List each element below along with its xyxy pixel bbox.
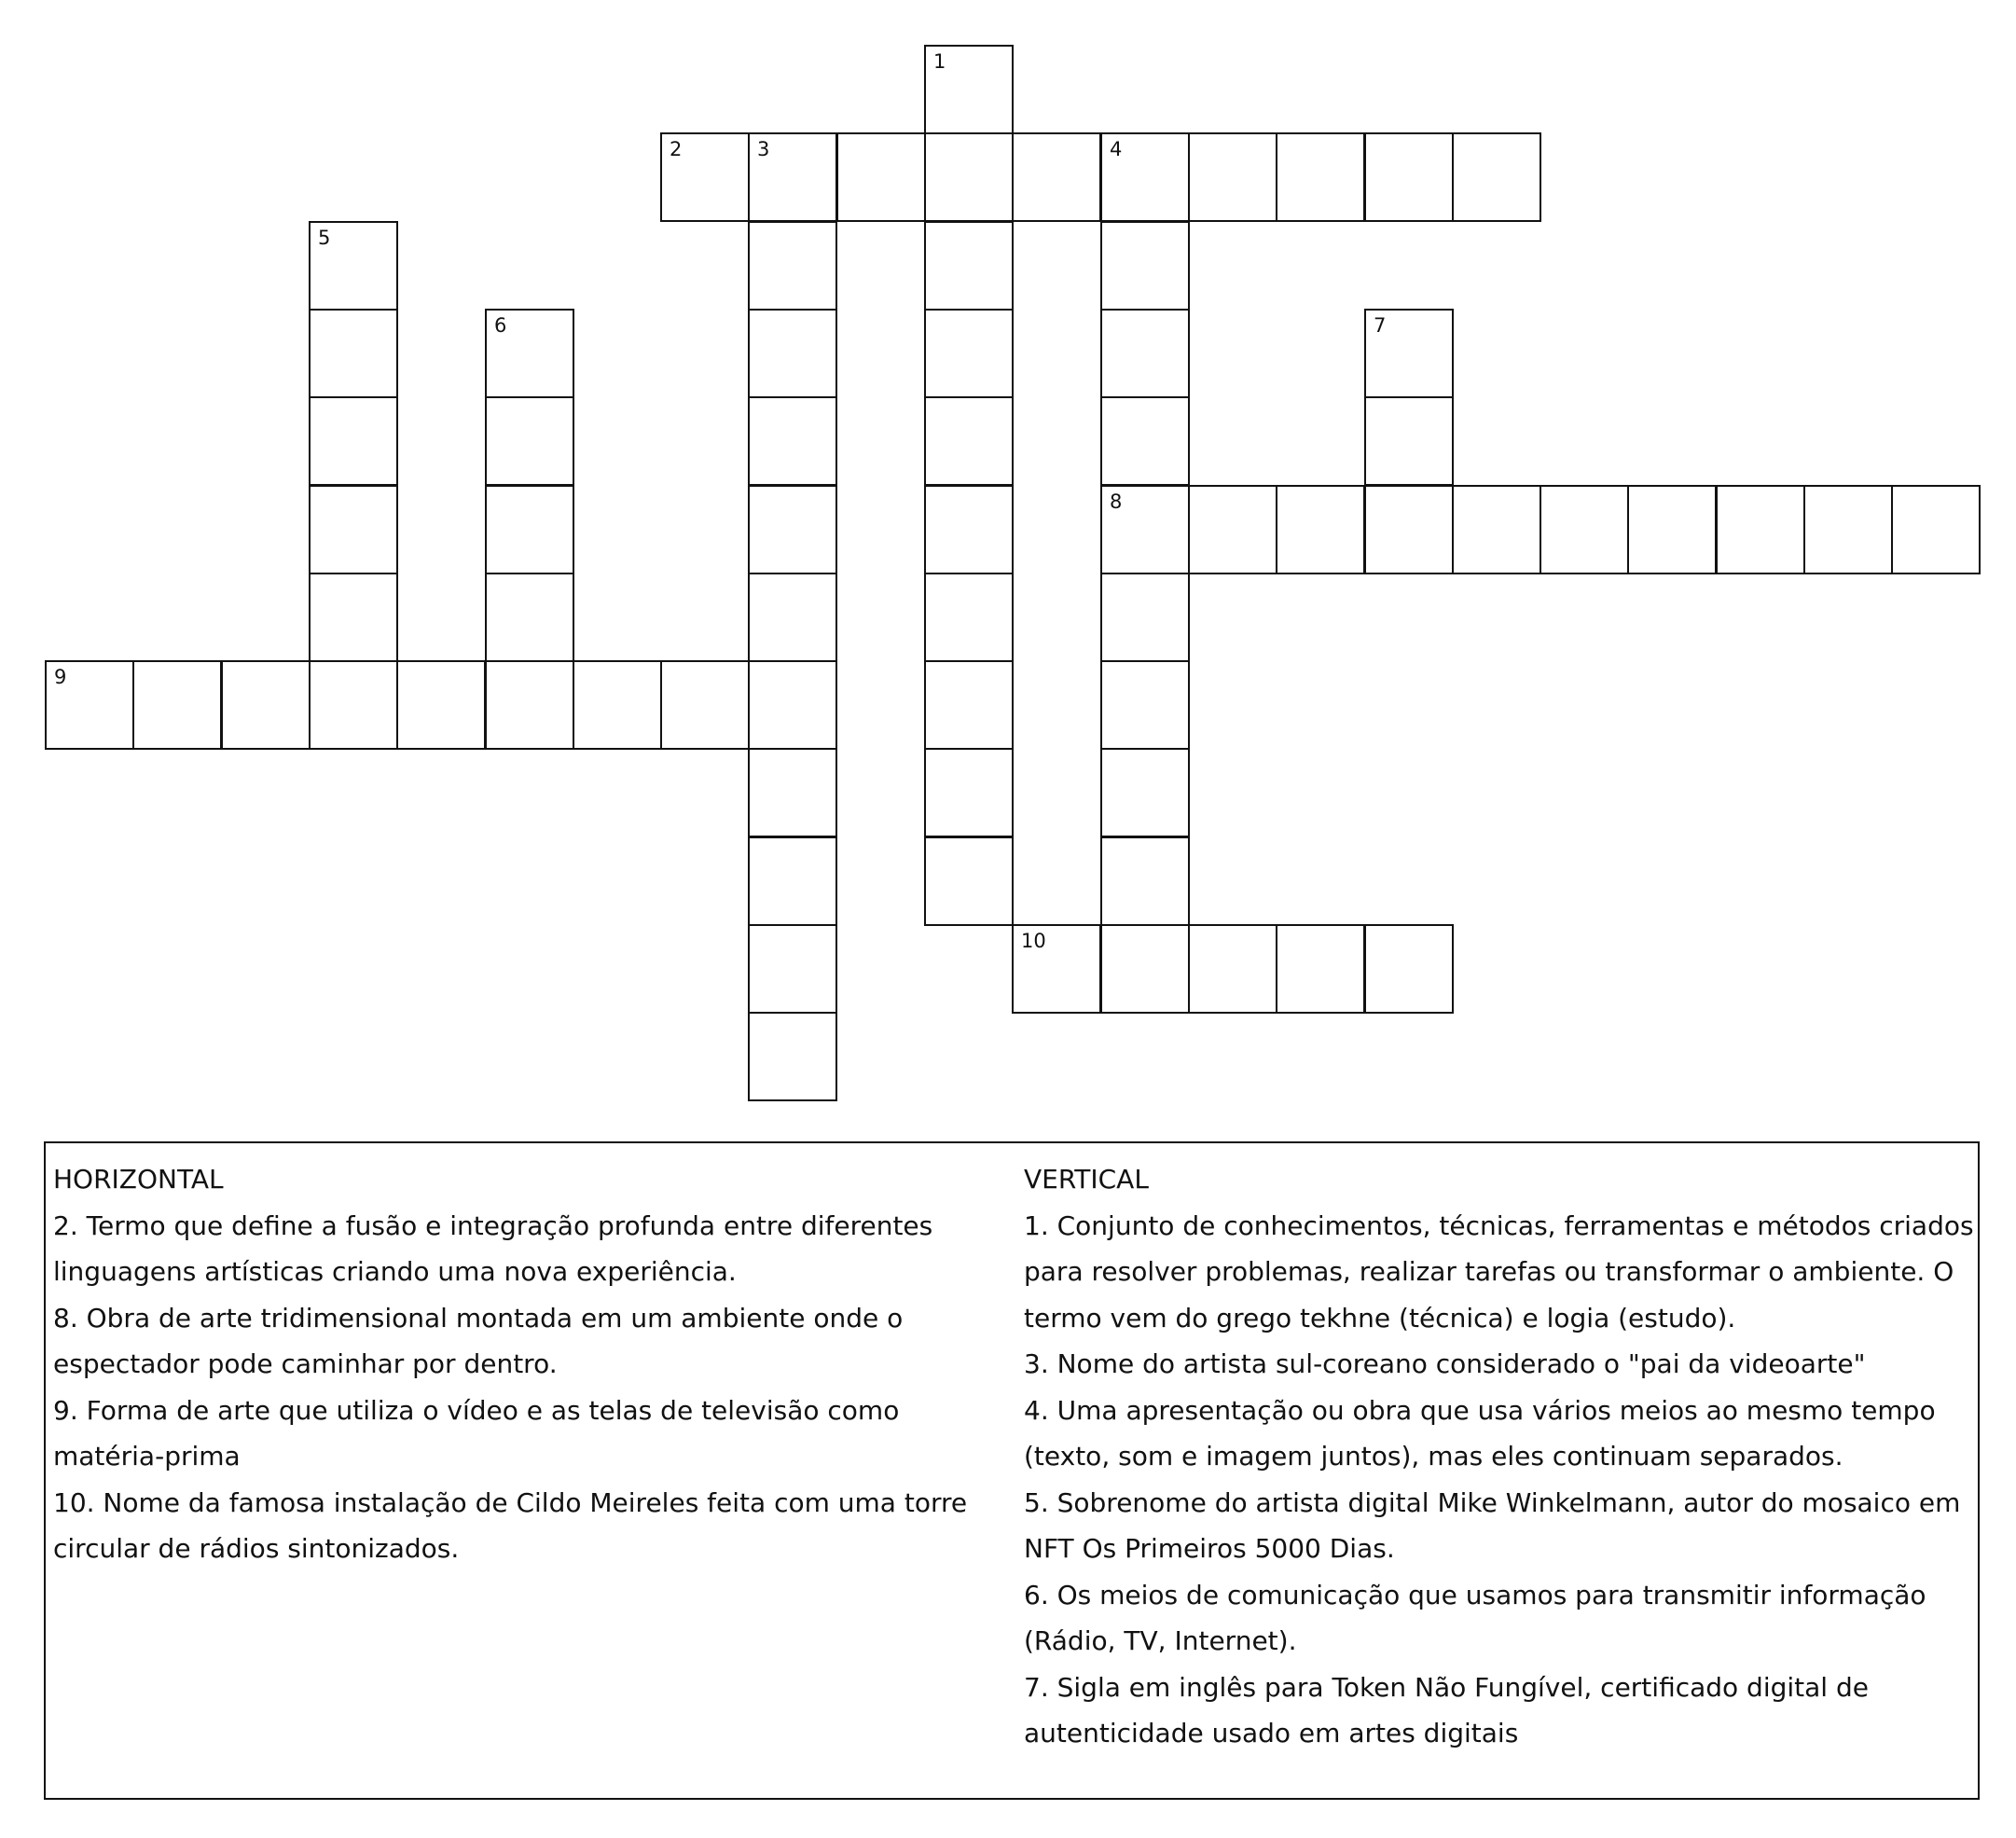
clue-down-3: 3. Nome do artista sul-coreano considerado o "pai da videoarte" [1024,1348,1866,1379]
clue-down-1: 1. Conjunto de conhecimentos, técnicas, ferramentas e métodos criados para resolver problemas, realizar tarefas ou transformar o ambiente. O termo vem do grego tekhne (técnica) e logia (estudo). [1024,1209,1974,1334]
grid-cell[interactable] [309,485,398,574]
clue-number: 6 [494,314,507,337]
grid-cell[interactable] [1012,924,1101,1014]
grid-cell[interactable] [1276,924,1365,1014]
grid-cell[interactable] [748,836,837,926]
clue-number: 5 [318,227,331,249]
grid-cell[interactable] [1100,836,1190,926]
grid-cell[interactable] [1364,132,1454,222]
clue-across-8: 8. Obra de arte tridimensional montada em um ambiente onde o espectador pode caminhar por dentro. [53,1302,904,1379]
grid-cell[interactable] [1100,132,1190,222]
clue-down-7: 7. Sigla em inglês para Token Não Fungível, certificado digital de autenticidade usado em artes digitais [1024,1671,1869,1748]
grid-cell[interactable] [924,132,1014,222]
grid-cell[interactable] [924,660,1014,750]
across-heading: HORIZONTAL [53,1164,224,1195]
grid-cell[interactable] [1803,485,1893,574]
grid-cell[interactable] [1100,660,1190,750]
grid-cell[interactable] [1540,485,1629,574]
down-heading: VERTICAL [1024,1164,1149,1195]
grid-cell[interactable] [748,1012,837,1101]
grid-cell[interactable] [748,660,837,750]
grid-cell[interactable] [924,309,1014,398]
clue-number: 7 [1374,314,1387,337]
grid-cell[interactable] [309,221,398,311]
grid-cell[interactable] [748,132,837,222]
grid-cell[interactable] [573,660,662,750]
grid-cell[interactable] [1716,485,1805,574]
clue-number: 1 [933,50,946,73]
down-clues [1024,1156,1975,1757]
grid-cell[interactable] [309,573,398,662]
grid-cell[interactable] [485,485,574,574]
clue-across-2: 2. Termo que define a fusão e integração profunda entre diferentes linguagens artísticas criando uma nova experiência. [53,1209,933,1287]
grid-cell[interactable] [1188,485,1277,574]
clue-down-5: 5. Sobrenome do artista digital Mike Winkelmann, autor do mosaico em NFT Os Primeiros 5000 Dias. [1024,1486,1961,1564]
grid-cell[interactable] [1276,132,1365,222]
grid-cell[interactable] [1100,748,1190,837]
grid-cell[interactable] [309,396,398,486]
clue-number: 9 [54,666,67,688]
clue-number: 10 [1021,930,1046,952]
grid-cell[interactable] [1100,485,1190,574]
clue-down-6: 6. Os meios de comunicação que usamos para transmitir informação (Rádio, TV, Internet). [1024,1579,1926,1656]
grid-cell[interactable] [924,748,1014,837]
across-clues [53,1156,1014,1572]
grid-cell[interactable] [1100,924,1190,1014]
grid-cell[interactable] [748,573,837,662]
grid-cell[interactable] [1100,396,1190,486]
grid-cell[interactable] [221,660,311,750]
clue-number: 2 [670,138,683,160]
grid-cell[interactable] [485,309,574,398]
grid-cell[interactable] [748,924,837,1014]
grid-cell[interactable] [1100,573,1190,662]
grid-cell[interactable] [1188,924,1277,1014]
grid-cell[interactable] [836,132,926,222]
grid-cell[interactable] [132,660,222,750]
grid-cell[interactable] [1012,132,1101,222]
grid-cell[interactable] [748,485,837,574]
grid-cell[interactable] [1276,485,1365,574]
clue-number: 8 [1110,491,1123,513]
grid-cell[interactable] [1364,924,1454,1014]
grid-cell[interactable] [45,660,134,750]
grid-cell[interactable] [485,660,574,750]
clues-box [44,1141,1980,1800]
grid-cell[interactable] [924,45,1014,134]
clue-down-4: 4. Uma apresentação ou obra que usa vários meios ao mesmo tempo (texto, som e imagem juntos), mas eles continuam separados. [1024,1394,1936,1472]
grid-cell[interactable] [660,132,750,222]
clue-across-10: 10. Nome da famosa instalação de Cildo Meireles feita com uma torre circular de rádios sintonizados. [53,1486,968,1564]
grid-cell[interactable] [1452,485,1541,574]
grid-cell[interactable] [924,836,1014,926]
grid-cell[interactable] [748,396,837,486]
grid-cell[interactable] [1452,132,1541,222]
grid-cell[interactable] [748,221,837,311]
grid-cell[interactable] [309,660,398,750]
grid-cell[interactable] [1627,485,1717,574]
grid-cell[interactable] [924,485,1014,574]
clue-number: 3 [757,138,770,160]
grid-cell[interactable] [1188,132,1277,222]
grid-cell[interactable] [924,221,1014,311]
grid-cell[interactable] [485,573,574,662]
grid-cell[interactable] [748,309,837,398]
clue-across-9: 9. Forma de arte que utiliza o vídeo e as telas de televisão como matéria-prima [53,1394,900,1472]
clue-number: 4 [1110,138,1123,160]
grid-cell[interactable] [485,396,574,486]
grid-cell[interactable] [1364,396,1454,486]
grid-cell[interactable] [1100,221,1190,311]
grid-cell[interactable] [1364,485,1454,574]
grid-cell[interactable] [748,748,837,837]
grid-cell[interactable] [924,396,1014,486]
grid-cell[interactable] [396,660,486,750]
grid-cell[interactable] [1364,309,1454,398]
grid-cell[interactable] [309,309,398,398]
grid-cell[interactable] [1100,309,1190,398]
grid-cell[interactable] [1891,485,1981,574]
grid-cell[interactable] [660,660,750,750]
grid-cell[interactable] [924,573,1014,662]
